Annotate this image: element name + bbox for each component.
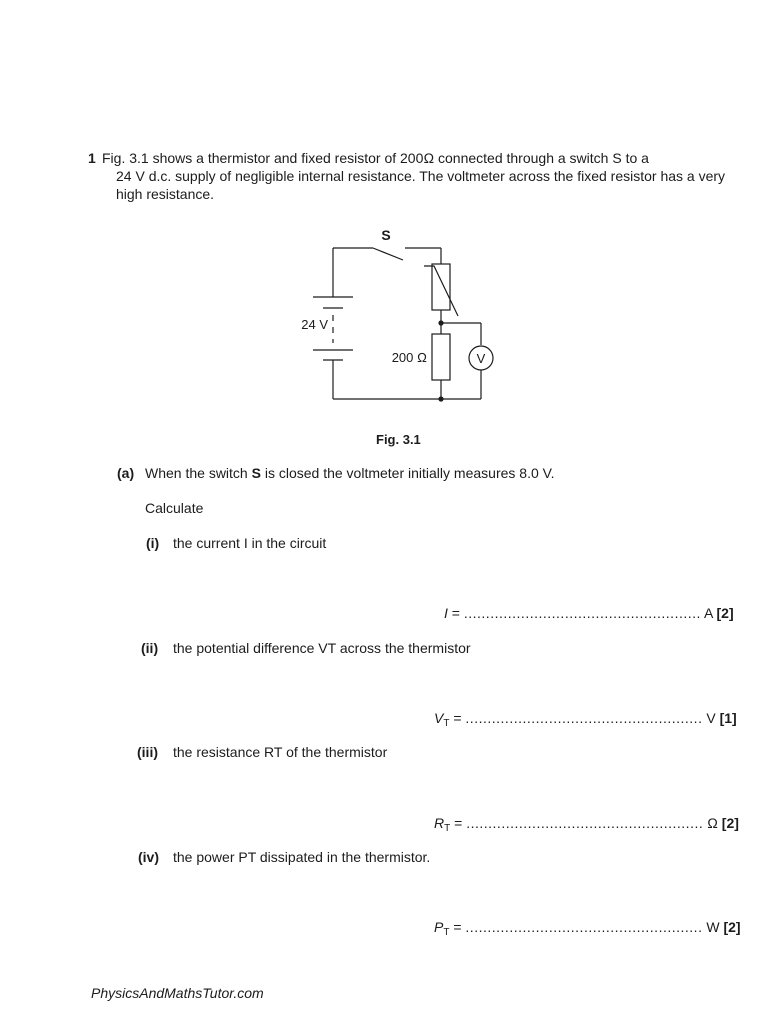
subpart-label: (iv): [138, 849, 159, 865]
switch-blade: [373, 248, 403, 260]
subpart-label: (i): [146, 535, 160, 551]
subpart-text: the current I in the circuit: [173, 535, 327, 551]
subpart-label: (ii): [141, 640, 159, 656]
intro-line-2: 24 V d.c. supply of negligible internal resistance. The voltmeter across the fixed resistor has a very: [116, 168, 726, 184]
fixed-resistor: [432, 334, 450, 380]
answer-line: $R_T$ = ...................................................... Ω [2]: [434, 815, 739, 834]
intro-line-1: Fig. 3.1 shows a thermistor and fixed resistor of 200Ω connected through a switch S to a: [102, 150, 649, 166]
circuit-diagram: [290, 220, 500, 410]
figure-caption: Fig. 3.1: [376, 432, 421, 447]
junction-dot: [438, 396, 443, 401]
supply-label: 24 V: [301, 317, 328, 332]
thermistor-slash: [424, 266, 458, 316]
answer-line: $P_T$ = ...................................................... W [2]: [434, 919, 741, 938]
subpart-label: (iii): [137, 744, 158, 760]
subpart-text: the potential difference VT across the thermistor: [173, 640, 471, 656]
intro-line-3: high resistance.: [116, 186, 215, 202]
subpart-text: the resistance RT of the thermistor: [173, 744, 388, 760]
junction-dot: [438, 320, 443, 325]
answer-line: $V_T$ = ...................................................... V [1]: [434, 710, 737, 729]
switch-label: S: [381, 227, 391, 243]
voltmeter-label: V: [476, 351, 486, 366]
subpart-text: the power PT dissipated in the thermistor.: [173, 849, 431, 865]
thermistor: [432, 264, 450, 310]
calculate-text: Calculate: [145, 500, 204, 516]
question-number: 1: [88, 150, 96, 166]
footer-site: PhysicsAndMathsTutor.com: [91, 985, 264, 1001]
part-a-text: When the switch S is closed the voltmeter initially measures 8.0 V.: [145, 465, 555, 481]
part-a-label: (a): [117, 465, 135, 481]
answer-line: I = ...................................................... A [2]: [444, 605, 734, 621]
resistor-label: 200 Ω: [391, 350, 427, 365]
